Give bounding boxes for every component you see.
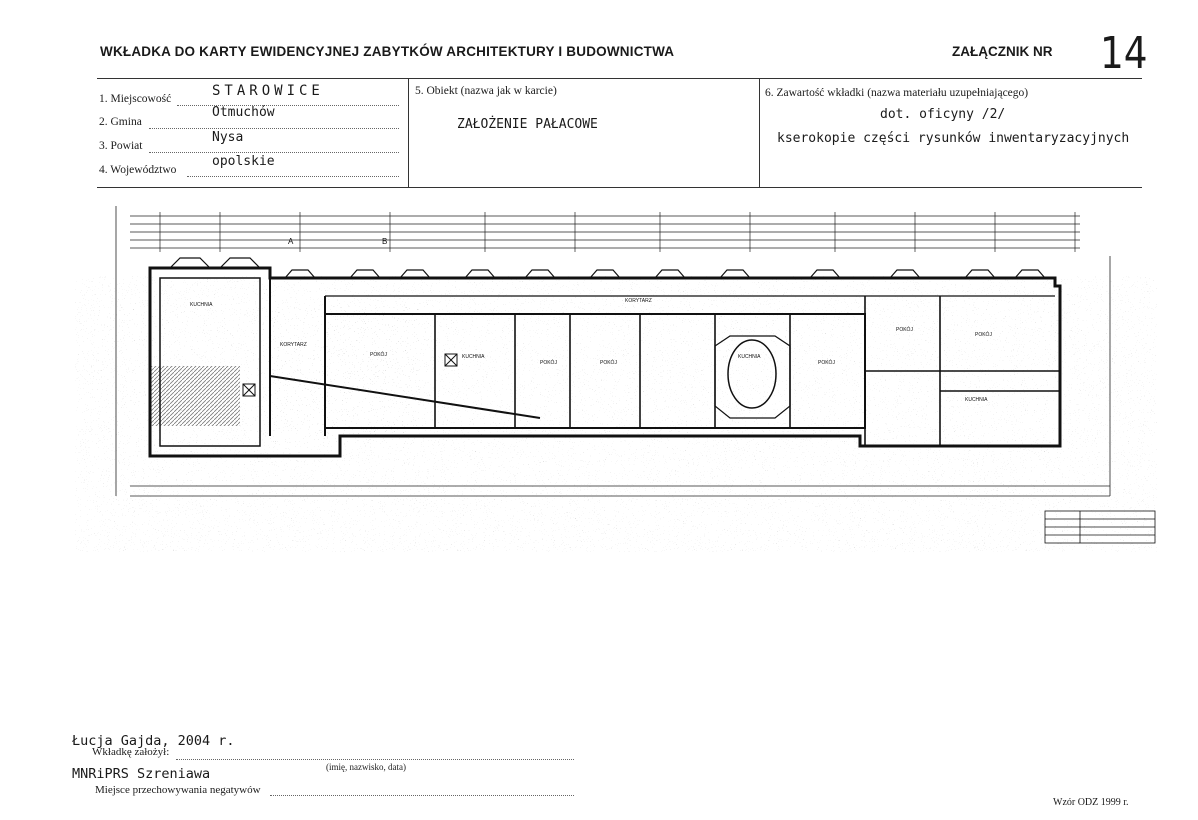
powiat-label: 3. Powiat (99, 140, 143, 152)
dotted-line (149, 152, 399, 153)
form-table (97, 78, 1142, 188)
form-title: WKŁADKA DO KARTY EWIDENCYJNEJ ZABYTKÓW ARCHITEKTURY I BUDOWNICTWA (100, 44, 675, 59)
column-divider (408, 79, 409, 187)
room-label: POKÓJ (370, 352, 387, 358)
room-label: POKÓJ (540, 360, 557, 366)
author-value: Łucja Gajda, 2004 r. (72, 733, 235, 749)
room-label: KUCHNIA (738, 354, 761, 360)
floor-plan-drawing (70, 196, 1160, 558)
author-hint: (imię, nazwisko, data) (326, 762, 406, 772)
storage-value: MNRiPRS Szreniawa (72, 766, 211, 782)
room-label: POKÓJ (818, 360, 835, 366)
section-markers (288, 237, 387, 246)
dotted-line (270, 795, 574, 796)
powiat-value: Nysa (212, 130, 244, 145)
room-label: KORYTARZ (625, 298, 652, 304)
content-line-2: kserokopie części rysunków inwentaryzacyjnych (777, 131, 1130, 146)
author-label: Wkładkę założył: (92, 746, 170, 758)
room-label: POKÓJ (975, 332, 992, 338)
storage-label: Miejsce przechowywania negatywów (95, 784, 261, 796)
room-label: KORYTARZ (280, 342, 307, 348)
object-value: ZAŁOŻENIE PAŁACOWE (457, 117, 598, 132)
gmina-label: 2. Gmina (99, 116, 142, 128)
dotted-line (177, 105, 399, 106)
dotted-line (176, 759, 574, 760)
annex-label: ZAŁĄCZNIK NR (952, 44, 1053, 59)
dotted-line (187, 176, 399, 177)
dotted-line (149, 128, 399, 129)
annex-number: 14 (1100, 28, 1148, 79)
marker-b: B (382, 237, 388, 246)
column-divider (759, 79, 760, 187)
content-line-1: dot. oficyny /2/ (880, 107, 1006, 122)
wojewodztwo-value: opolskie (212, 154, 275, 169)
object-label: 5. Obiekt (nazwa jak w karcie) (415, 85, 557, 97)
miejscowosc-value: STAROWICE (212, 83, 324, 99)
marker-a: A (288, 237, 294, 246)
gmina-value: Otmuchów (212, 105, 275, 120)
room-label: POKÓJ (600, 360, 617, 366)
room-label: KUCHNIA (965, 397, 988, 403)
template-label: Wzór ODZ 1999 r. (1053, 797, 1129, 808)
content-label: 6. Zawartość wkładki (nazwa materiału uzupełniającego) (765, 87, 1029, 99)
window-bays (170, 258, 1045, 278)
photocopy-noise (75, 276, 1157, 552)
room-label: KUCHNIA (190, 302, 213, 308)
room-label: POKÓJ (896, 327, 913, 333)
room-label: KUCHNIA (462, 354, 485, 360)
wojewodztwo-label: 4. Województwo (99, 164, 177, 176)
miejscowosc-label: 1. Miejscowość (99, 93, 172, 105)
